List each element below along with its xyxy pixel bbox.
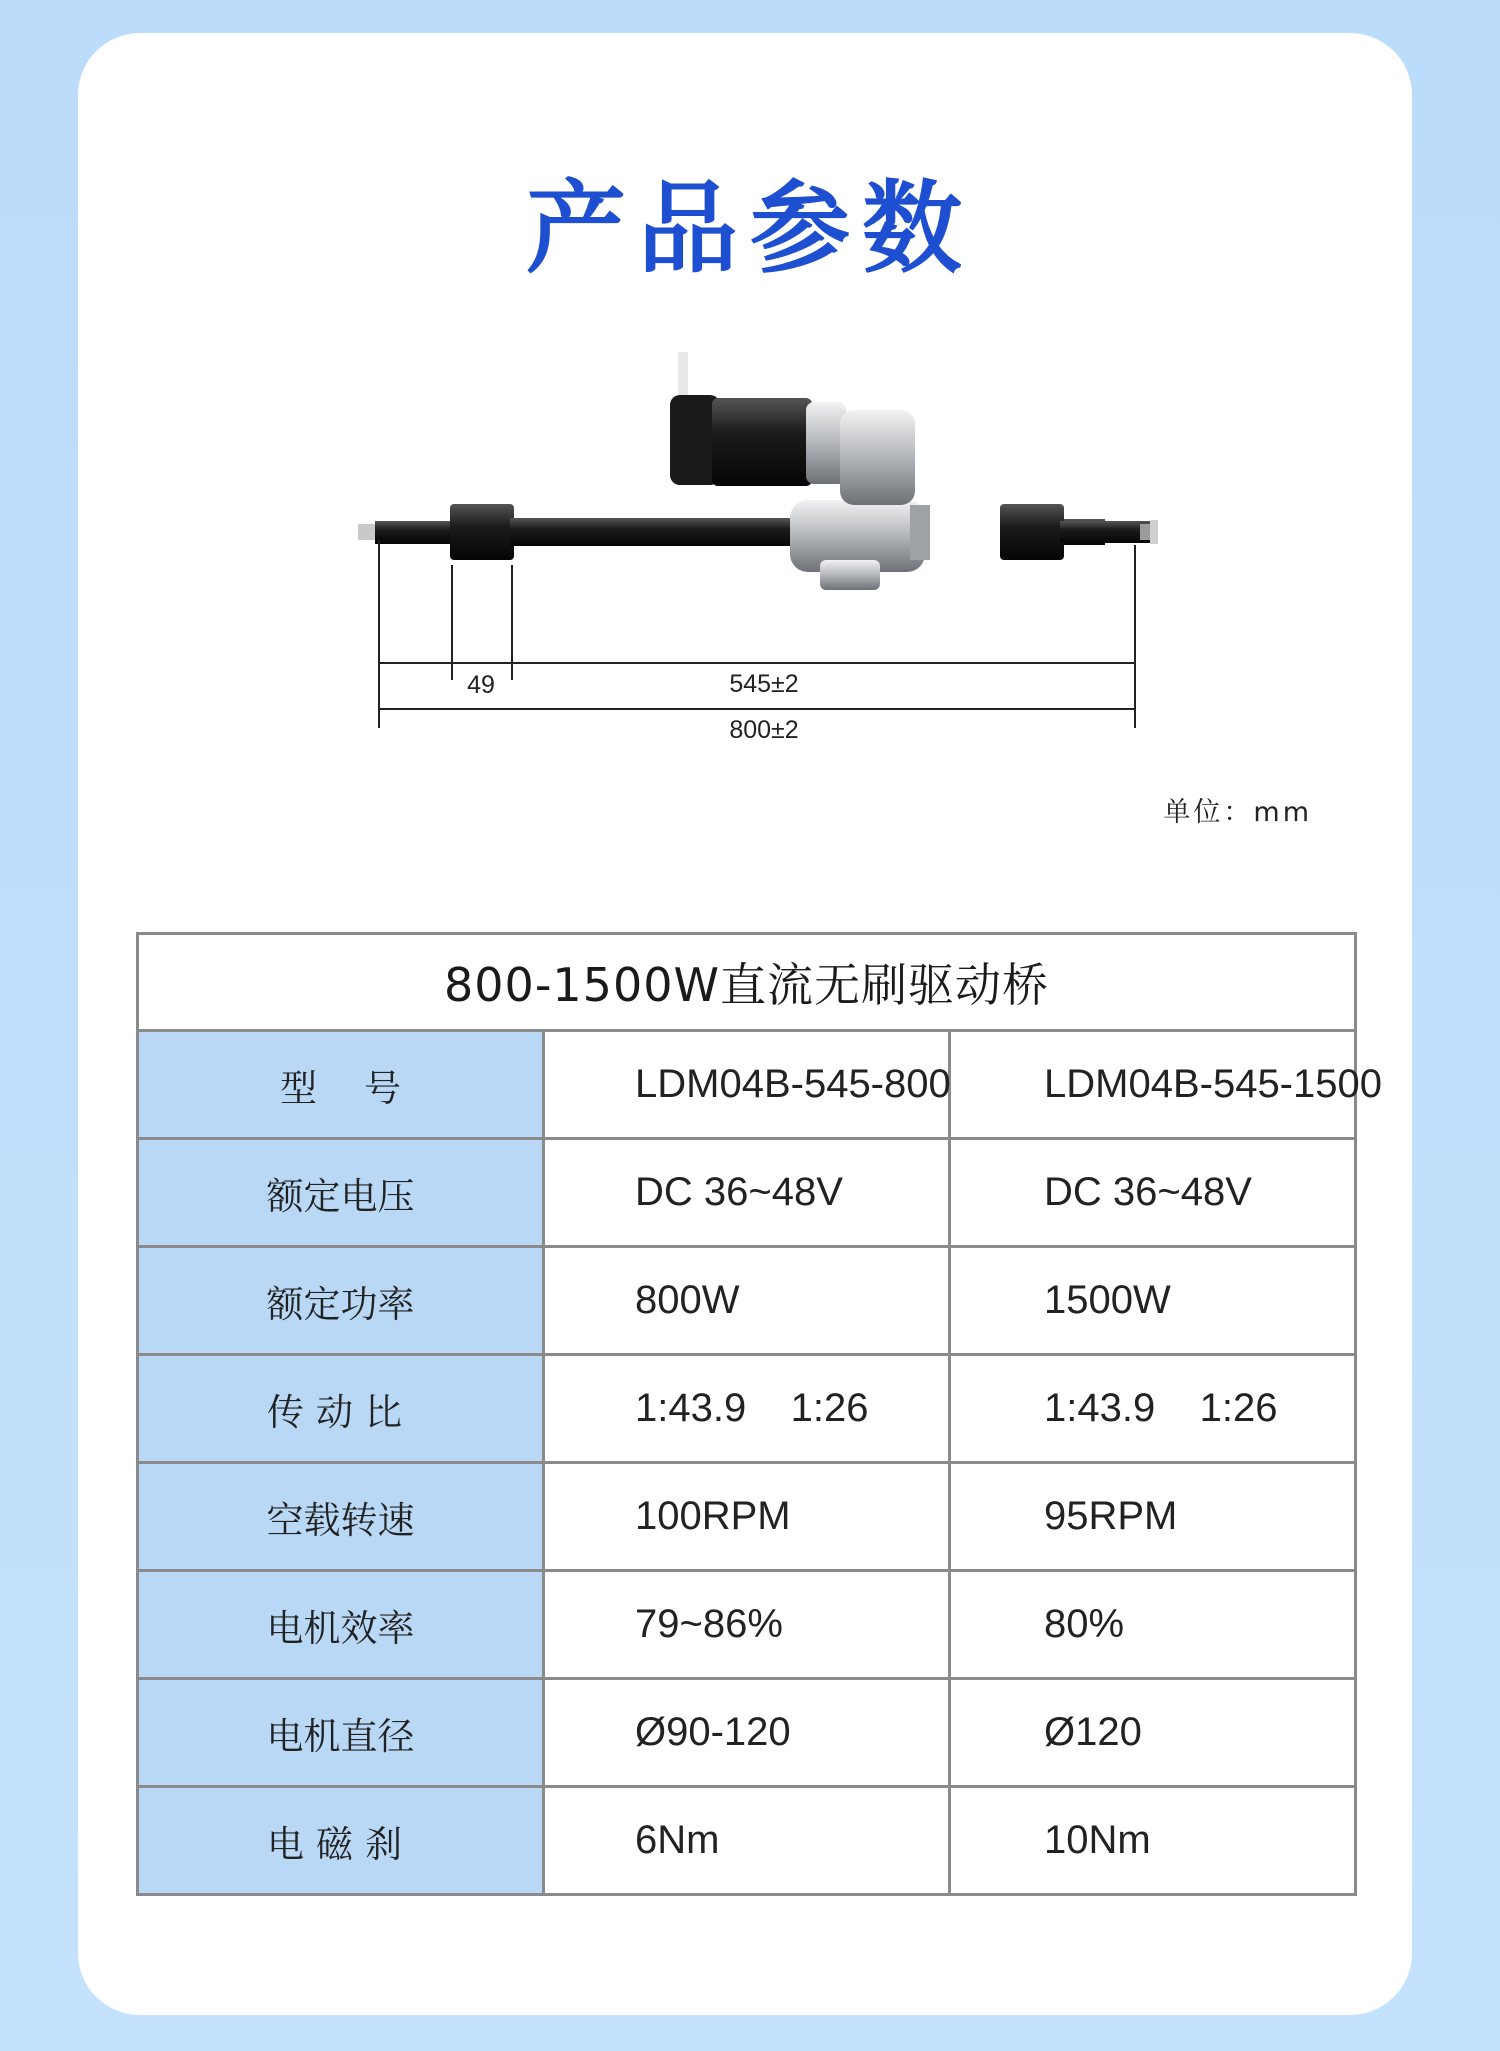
row-label: 额定电压: [138, 1139, 544, 1247]
row-value-800: 100RPM: [544, 1463, 950, 1571]
row-value-1500: 1:43.9 1:26: [950, 1355, 1356, 1463]
row-value-1500: 80%: [950, 1571, 1356, 1679]
row-value-1500: LDM04B-545-1500: [950, 1031, 1356, 1139]
row-label: 电磁刹: [138, 1787, 544, 1895]
row-label: 电机直径: [138, 1679, 544, 1787]
spec-table: [136, 932, 1382, 1896]
row-value-1500: DC 36~48V: [950, 1139, 1356, 1247]
row-value-800: 6Nm: [544, 1787, 950, 1895]
row-value-800: 79~86%: [544, 1571, 950, 1679]
dim-545: 545±2: [729, 670, 799, 698]
row-label: 电机效率: [138, 1571, 544, 1679]
row-label: 额定功率: [138, 1247, 544, 1355]
row-value-1500: 10Nm: [950, 1787, 1356, 1895]
page-title: 产品参数: [526, 170, 974, 287]
row-value-800: 1:43.9 1:26: [544, 1355, 950, 1463]
row-value-800: Ø90-120: [544, 1679, 950, 1787]
table-row: [138, 1247, 1356, 1355]
row-value-800: LDM04B-545-800: [544, 1031, 950, 1139]
table-row: [138, 1355, 1356, 1463]
table-row: [138, 1571, 1356, 1679]
table-row: [138, 1463, 1356, 1571]
table-title-row: [138, 934, 1356, 1031]
unit-label: 单位：mm: [1163, 797, 1312, 828]
row-value-800: 800W: [544, 1247, 950, 1355]
table-row: [138, 1787, 1356, 1895]
dim-800: 800±2: [729, 716, 799, 744]
dim-49: 49: [467, 671, 495, 699]
row-label: 空载转速: [138, 1463, 544, 1571]
table-title: 800-1500W直流无刷驱动桥: [138, 934, 1356, 1031]
table-row: [138, 1679, 1356, 1787]
row-value-800: DC 36~48V: [544, 1139, 950, 1247]
row-value-1500: 1500W: [950, 1247, 1356, 1355]
row-value-1500: 95RPM: [950, 1463, 1356, 1571]
table-row: [138, 1031, 1356, 1139]
table-row: [138, 1139, 1356, 1247]
row-label: 传动比: [138, 1355, 544, 1463]
row-label: 型 号: [138, 1031, 544, 1139]
dimension-lines: [379, 540, 1135, 728]
row-value-1500: Ø120: [950, 1679, 1356, 1787]
axle-image: [358, 352, 1158, 590]
drive-axle-diagram: [0, 0, 1500, 800]
